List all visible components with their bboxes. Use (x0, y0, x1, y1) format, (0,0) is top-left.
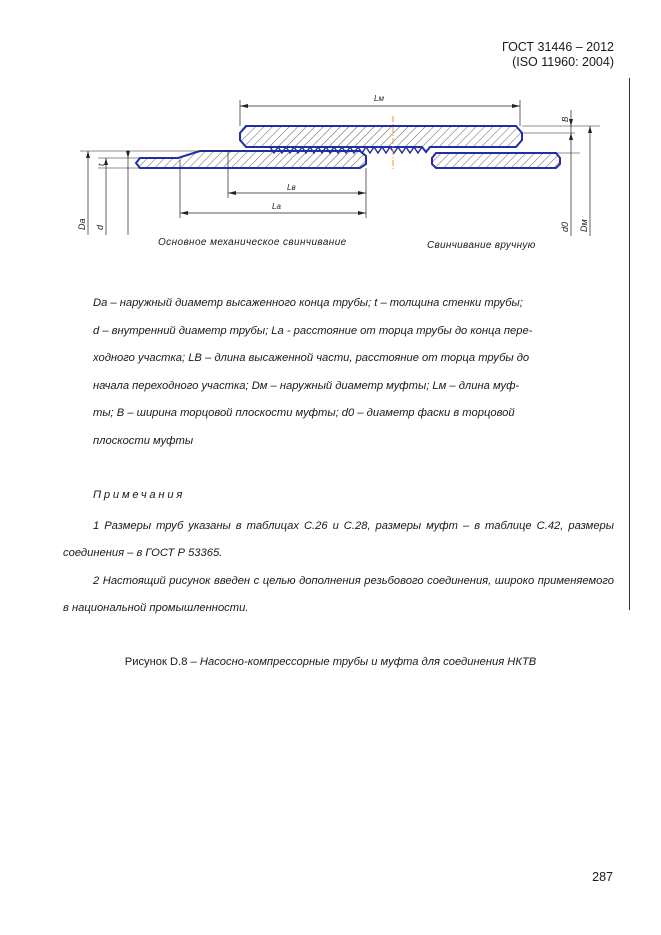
symbol-legend (93, 290, 583, 456)
legend-line: начала переходного участка; Dм – наружный диаметр муфты; Lм – длина муф- (93, 379, 520, 392)
figure-caption (0, 656, 661, 668)
note-2: 2 Настоящий рисунок введен с целью дополнения резьбового соединения, широко применяемого в национальной промышленности. (63, 575, 614, 614)
right-pipe (432, 153, 560, 168)
legend-line: Dа – наружный диаметр высаженного конца трубы; t – толщина стенки трубы; (93, 297, 523, 309)
notes-title: Примечания (93, 489, 186, 501)
coupling-drawing (0, 0, 661, 260)
iso-reference: (ISO 11960: 2004) (512, 55, 614, 69)
dim-label-la: La (272, 202, 281, 211)
dim-label-lv: Lв (287, 183, 296, 192)
caption-mechanical-makeup: Основное механическое свинчивание (158, 237, 347, 248)
dim-label-b: B (561, 116, 570, 122)
dim-label-d0: d0 (560, 221, 570, 232)
dim-label-dm: Dм (579, 219, 589, 232)
page-number: 287 (592, 870, 613, 884)
figure-caption-label: Рисунок D.8 – (124, 656, 200, 668)
dim-label-d: d (95, 224, 105, 230)
legend-line: плоскости муфты (93, 434, 194, 447)
left-pipe (136, 151, 366, 168)
figure-caption-title: Насосно-компрессорные трубы и муфта для соединения НКТВ (199, 656, 537, 668)
standard-number: ГОСТ 31446 – 2012 (502, 40, 614, 54)
legend-line: ты; B – ширина торцовой плоскости муфты; d0 – диаметр фаски в торцовой (93, 407, 515, 420)
legend-line: ходного участка; LB – длина высаженной части, расстояние от торца трубы до (93, 352, 530, 365)
caption-hand-makeup: Свинчивание вручную (427, 240, 536, 251)
dim-label-t: t (97, 163, 106, 166)
legend-line: d – внутренний диаметр трубы; La - расстояние от торца трубы до конца пере- (93, 324, 533, 337)
dim-label-da: Dа (77, 218, 87, 230)
note-1: 1 Размеры труб указаны в таблицах С.26 и С.28, размеры муфт – в таблице С.42, размеры соединения – в ГОСТ Р 53365. (63, 520, 614, 559)
dim-label-lm: Lм (374, 94, 384, 103)
